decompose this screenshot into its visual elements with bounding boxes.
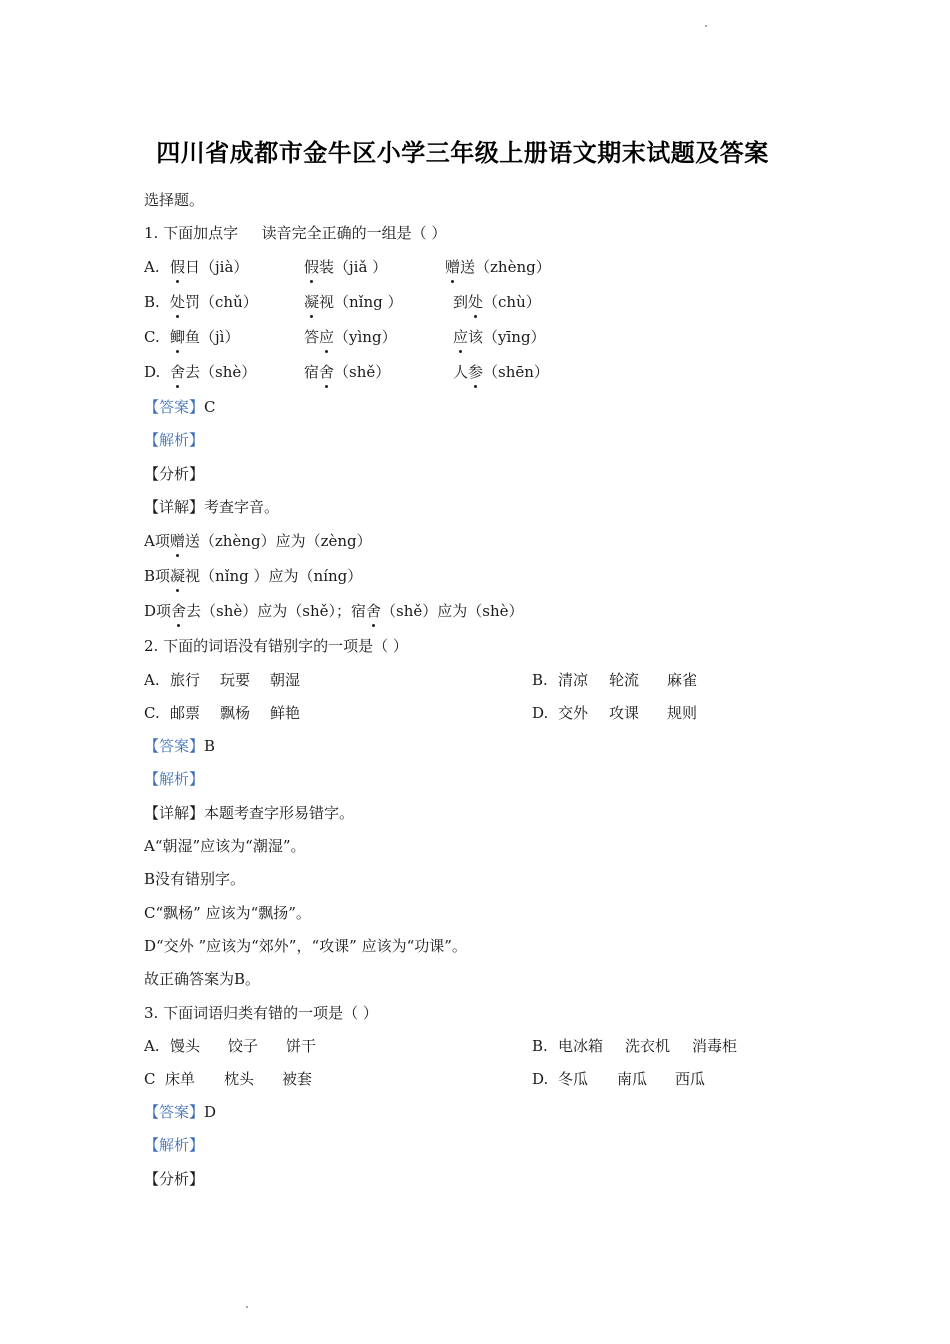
q2-analysis-label: 【解析】 (144, 770, 205, 788)
q2-detail: 【详解】本题考查字形易错字。 (144, 804, 355, 822)
q2-line-c: C“飘杨” 应该为“飘扬”。 (144, 904, 311, 922)
q3-analysis-label: 【解析】 (144, 1136, 205, 1154)
corner-mark-bottom (246, 1306, 248, 1308)
q1-stem (144, 223, 446, 243)
q2-conclusion: 故正确答案为B。 (144, 970, 261, 988)
q2-line-b: B没有错别字。 (144, 870, 246, 888)
q1-stem-a: 1. 下面加点字 (144, 224, 239, 242)
section-heading: 选择题。 (144, 191, 205, 209)
q1-detail: 【详解】考查字音。 (144, 498, 280, 516)
q1-analysis-label: 【解析】 (144, 431, 205, 449)
q1-explain-b: B项凝视（nǐng ）应为（níng） (144, 567, 363, 585)
q1-explain-d: D项舍去（shè）应为（shě）；宿舍（shě）应为（shè） (144, 602, 524, 620)
q1-explain-a: A项赠送（zhèng）应为（zèng） (144, 532, 372, 550)
q1-stem-b: 读音完全正确的一组是（ ） (261, 224, 447, 242)
q1-answer: 【答案】C (144, 398, 216, 416)
q2-line-a: A“朝湿”应该为“潮湿”。 (144, 837, 306, 855)
q1-fenxi-label: 【分析】 (144, 465, 205, 483)
page-title: 四川省成都市金牛区小学三年级上册语文期末试题及答案 (156, 139, 769, 167)
q3-fenxi-label: 【分析】 (144, 1170, 205, 1188)
q2-stem: 2. 下面的词语没有错别字的一项是（ ） (144, 637, 408, 655)
q3-stem: 3. 下面词语归类有错的一项是（ ） (144, 1004, 378, 1022)
q3-answer: 【答案】D (144, 1103, 217, 1121)
q2-line-d: D“交外 ”应该为“郊外”，“攻课” 应该为“功课”。 (144, 937, 467, 955)
q2-answer: 【答案】B (144, 737, 216, 755)
corner-mark-top (705, 25, 707, 27)
